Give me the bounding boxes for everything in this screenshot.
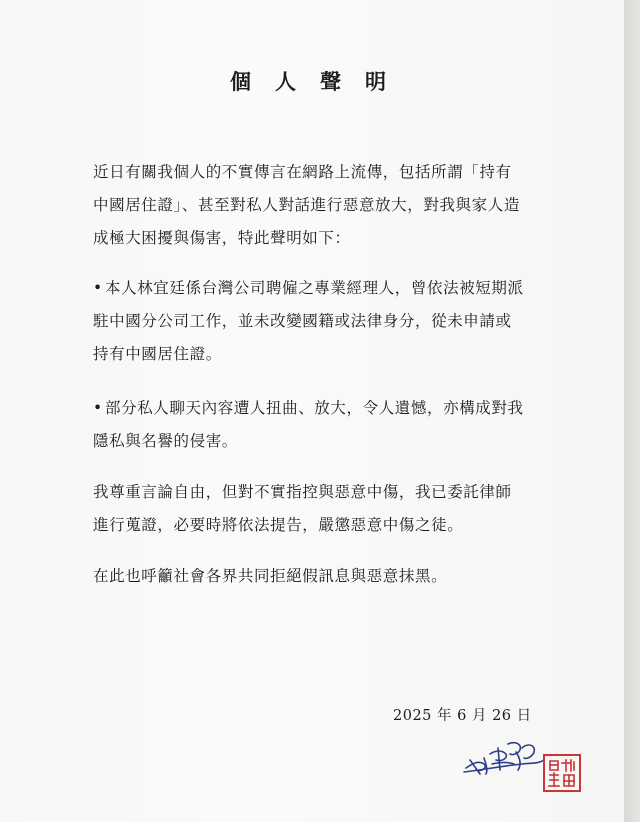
document-title: 個人聲明 (230, 69, 410, 94)
document-date: 2025 年 6 月 26 日 (393, 708, 532, 724)
red-seal-stamp (542, 753, 582, 793)
appeal-paragraph: 在此也呼籲社會各界共同拒絕假訊息與惡意抹黑。 (93, 567, 448, 585)
background-edge (624, 0, 640, 822)
bullet-item-1 (93, 272, 525, 371)
bullet-item-1-text: 本人林宜廷係台灣公司聘僱之專業經理人，曾依法被短期派駐中國分公司工作，並未改變國籍或法律身分，從未申請或持有中國居住證。 (93, 279, 524, 363)
bullet-symbol: • (93, 399, 103, 417)
bullet-item-2 (93, 392, 525, 458)
bullet-item-2-text: 部分私人聊天內容遭人扭曲、放大，令人遺憾，亦構成對我隱私與名譽的侵害。 (93, 399, 524, 450)
legal-action-paragraph: 我尊重言論自由，但對不實指控與惡意中傷，我已委託律師進行蒐證，必要時將依法提告，嚴懲惡意中傷之徒。 (93, 483, 512, 534)
bullet-symbol: • (93, 279, 103, 297)
handwritten-signature (462, 730, 554, 780)
intro-paragraph: 近日有關我個人的不實傳言在網路上流傳，包括所謂「持有中國居住證」、甚至對私人對話進行惡意放大，對我與家人造成極大困擾與傷害，特此聲明如下： (93, 163, 520, 247)
